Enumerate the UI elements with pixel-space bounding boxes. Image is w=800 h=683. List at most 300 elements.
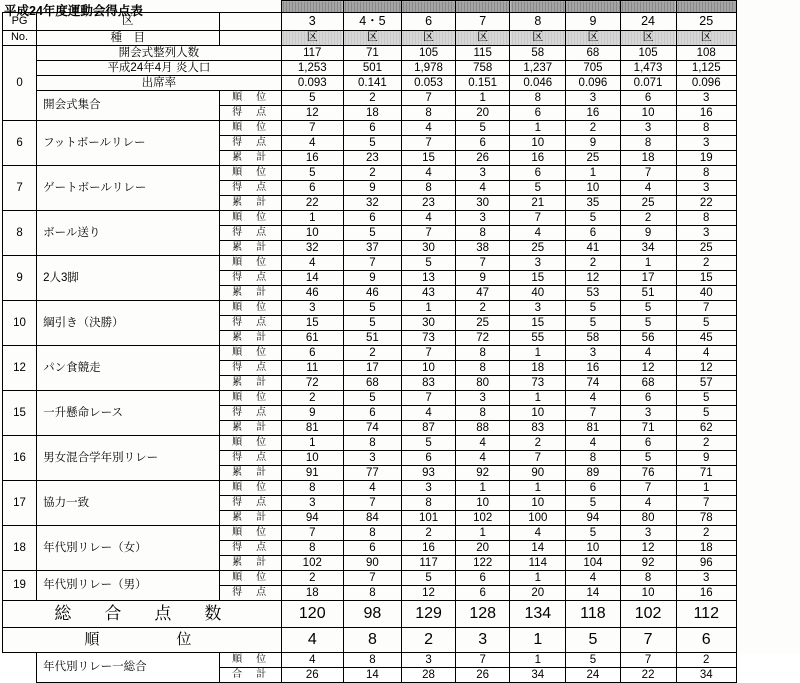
cell: 3 xyxy=(620,406,676,421)
cell: 1 xyxy=(456,91,510,106)
cell: 5 xyxy=(566,628,620,653)
cell: 6 xyxy=(456,136,510,151)
cell: 3 xyxy=(510,301,566,316)
cell: 5 xyxy=(620,316,676,331)
cell: 6 xyxy=(343,406,401,421)
cell: 57 xyxy=(676,376,736,391)
row-kind-label: 累 計 xyxy=(219,286,281,301)
row-kind-label: 順 位 xyxy=(219,256,281,271)
cell: 83 xyxy=(510,421,566,436)
cell: 34 xyxy=(510,668,566,683)
cell: 10 xyxy=(510,136,566,151)
cell: 11 xyxy=(281,361,343,376)
cell: 15 xyxy=(281,316,343,331)
cell: 6 xyxy=(510,106,566,121)
cell: 6 xyxy=(510,166,566,181)
pg-number-17: 17 xyxy=(3,481,37,526)
cell: 4 xyxy=(510,526,566,541)
cell: 3 xyxy=(401,481,455,496)
cell: 16 xyxy=(676,586,736,601)
cell: 8 xyxy=(620,136,676,151)
cell: 501 xyxy=(343,61,401,76)
cell: 20 xyxy=(456,541,510,556)
cell: 58 xyxy=(566,331,620,346)
cell: 30 xyxy=(401,316,455,331)
cell: 5 xyxy=(566,211,620,226)
cell: 3 xyxy=(281,301,343,316)
pg-number-6: 6 xyxy=(3,121,37,166)
cell: 62 xyxy=(676,421,736,436)
cell: 56 xyxy=(620,331,676,346)
noise-cell xyxy=(620,1,676,13)
cell: 77 xyxy=(343,466,401,481)
cell: 1 xyxy=(456,526,510,541)
cell: 3 xyxy=(620,121,676,136)
cell: 94 xyxy=(281,511,343,526)
cell: 117 xyxy=(401,556,455,571)
cell: 46 xyxy=(281,286,343,301)
cell: 68 xyxy=(566,46,620,61)
cell: 3 xyxy=(676,181,736,196)
cell: 5 xyxy=(401,571,455,586)
cell: 5 xyxy=(676,406,736,421)
cell: 23 xyxy=(401,196,455,211)
row-kind-label: 得 点 xyxy=(219,541,281,556)
cell: 32 xyxy=(281,241,343,256)
cell: 758 xyxy=(456,61,510,76)
row-kind-label: 累 計 xyxy=(219,151,281,166)
district-number-header-row xyxy=(3,13,797,31)
cell: 6 xyxy=(343,541,401,556)
cell: 3 xyxy=(456,628,510,653)
cell: 81 xyxy=(281,421,343,436)
cell: 22 xyxy=(620,668,676,683)
district-number-25: 25 xyxy=(676,13,736,31)
noise-cell xyxy=(676,1,736,13)
header-item: 種 目 xyxy=(37,31,219,46)
cell: 10 xyxy=(566,541,620,556)
cell: 8 xyxy=(281,481,343,496)
intro-label-1: 平成24年4月 炎人口 xyxy=(37,61,282,76)
cell: 7 xyxy=(566,406,620,421)
cell: 105 xyxy=(620,46,676,61)
event-row xyxy=(3,166,797,181)
row-kind-label: 累 計 xyxy=(219,556,281,571)
cell: 6 xyxy=(620,436,676,451)
event-name-15: 一升懸命レース xyxy=(37,391,219,436)
cell: 15 xyxy=(401,151,455,166)
cell: 5 xyxy=(456,121,510,136)
row-kind-label: 順 位 xyxy=(219,526,281,541)
cell: 47 xyxy=(456,286,510,301)
cell: 51 xyxy=(343,331,401,346)
cell: 15 xyxy=(676,271,736,286)
district-number-9: 9 xyxy=(566,13,620,31)
cell: 7 xyxy=(620,481,676,496)
cell: 55 xyxy=(510,331,566,346)
cell: 2 xyxy=(566,121,620,136)
cell: 17 xyxy=(343,361,401,376)
cell: 6 xyxy=(281,346,343,361)
cell: 8 xyxy=(401,181,455,196)
cell: 68 xyxy=(343,376,401,391)
intro-row-population xyxy=(3,61,797,76)
overall-rank-row xyxy=(3,628,797,653)
cell: 53 xyxy=(566,286,620,301)
cell: 37 xyxy=(343,241,401,256)
cell: 0.096 xyxy=(676,76,736,91)
cell: 8 xyxy=(343,436,401,451)
cell: 7 xyxy=(456,256,510,271)
cell: 102 xyxy=(456,511,510,526)
header-pg: PG xyxy=(3,13,37,31)
cell: 5 xyxy=(343,391,401,406)
score-table xyxy=(2,0,797,683)
cell: 14 xyxy=(566,586,620,601)
cell: 9 xyxy=(620,226,676,241)
row-kind-label: 累 計 xyxy=(219,331,281,346)
row-kind-label: 得 点 xyxy=(219,181,281,196)
cell: 92 xyxy=(456,466,510,481)
cell: 14 xyxy=(343,668,401,683)
cell: 7 xyxy=(401,91,455,106)
cell: 22 xyxy=(676,196,736,211)
cell: 7 xyxy=(456,653,510,668)
cell: 0.093 xyxy=(281,76,343,91)
cell: 4 xyxy=(281,653,343,668)
cell: 5 xyxy=(281,91,343,106)
cell: 7 xyxy=(343,256,401,271)
event-name-10: 綱引き（決勝） xyxy=(37,301,219,346)
cell: 1 xyxy=(510,121,566,136)
cell: 1,125 xyxy=(676,61,736,76)
cell: 18 xyxy=(510,361,566,376)
cell: 3 xyxy=(620,526,676,541)
ku-label-25: 区 xyxy=(676,31,736,46)
cell: 7 xyxy=(401,226,455,241)
event-name-18: 年代別リレー（女） xyxy=(37,526,219,571)
cell: 18 xyxy=(281,586,343,601)
cell: 2 xyxy=(620,211,676,226)
pg-number-10: 10 xyxy=(3,301,37,346)
cell: 12 xyxy=(620,361,676,376)
cell: 0.053 xyxy=(401,76,455,91)
cell: 90 xyxy=(343,556,401,571)
cell: 25 xyxy=(510,241,566,256)
cell: 5 xyxy=(566,653,620,668)
cell: 9 xyxy=(676,451,736,466)
overall-rank-label: 順 位 xyxy=(3,628,282,653)
event-name-19: 年代別リレー（男） xyxy=(37,571,219,601)
cell: 17 xyxy=(620,271,676,286)
event-name-7: ゲートボールリレー xyxy=(37,166,219,211)
row-kind-label: 順 位 xyxy=(219,346,281,361)
cell: 58 xyxy=(510,46,566,61)
cell: 7 xyxy=(401,391,455,406)
cell: 5 xyxy=(676,391,736,406)
cell: 18 xyxy=(343,106,401,121)
cell: 7 xyxy=(281,526,343,541)
footer-name: 年代別リレー一総合 xyxy=(37,653,219,683)
cell: 7 xyxy=(620,628,676,653)
cell: 8 xyxy=(510,91,566,106)
cell: 10 xyxy=(510,406,566,421)
cell: 8 xyxy=(343,628,401,653)
cell: 5 xyxy=(510,181,566,196)
header-blank xyxy=(219,13,281,31)
cell: 24 xyxy=(566,668,620,683)
cell: 26 xyxy=(456,151,510,166)
cell: 4 xyxy=(566,436,620,451)
cell: 7 xyxy=(343,496,401,511)
row-kind-label: 順 位 xyxy=(219,436,281,451)
district-number-24: 24 xyxy=(620,13,676,31)
cell: 10 xyxy=(566,181,620,196)
cell: 9 xyxy=(343,271,401,286)
cell: 3 xyxy=(676,226,736,241)
event-name-9: 2人3脚 xyxy=(37,256,219,301)
cell: 4 xyxy=(676,346,736,361)
cell: 96 xyxy=(676,556,736,571)
cell: 5 xyxy=(566,496,620,511)
cell: 2 xyxy=(676,526,736,541)
cell: 1 xyxy=(401,301,455,316)
noise-cell xyxy=(401,1,455,13)
cell: 8 xyxy=(456,346,510,361)
intro-label-0: 開会式整列人数 xyxy=(37,46,282,61)
cell: 4 xyxy=(620,496,676,511)
cell: 71 xyxy=(343,46,401,61)
cell: 105 xyxy=(401,46,455,61)
cell: 43 xyxy=(401,286,455,301)
cell: 18 xyxy=(676,541,736,556)
cell: 4 xyxy=(566,571,620,586)
cell: 4 xyxy=(510,226,566,241)
cell: 71 xyxy=(620,421,676,436)
cell: 16 xyxy=(566,361,620,376)
cell: 92 xyxy=(620,556,676,571)
event-row xyxy=(3,301,797,316)
cell: 89 xyxy=(566,466,620,481)
cell: 705 xyxy=(566,61,620,76)
cell: 117 xyxy=(281,46,343,61)
district-number-3: 3 xyxy=(281,13,343,31)
cell: 4 xyxy=(620,181,676,196)
cell: 5 xyxy=(343,301,401,316)
district-number-7: 7 xyxy=(456,13,510,31)
cell: 3 xyxy=(566,346,620,361)
cell: 8 xyxy=(343,653,401,668)
cell: 6 xyxy=(343,211,401,226)
cell: 1 xyxy=(510,628,566,653)
page-title: 平成24年度運動会得点表 xyxy=(4,4,143,18)
cell: 4 xyxy=(456,436,510,451)
footer-row xyxy=(3,653,797,668)
cell: 2 xyxy=(676,436,736,451)
cell: 7 xyxy=(620,653,676,668)
noise-cell xyxy=(566,1,620,13)
pg-number-15: 15 xyxy=(3,391,37,436)
cell: 1 xyxy=(510,571,566,586)
cell: 0.071 xyxy=(620,76,676,91)
cell: 2 xyxy=(676,256,736,271)
row-kind-label: 得 点 xyxy=(219,271,281,286)
row-kind-label: 順 位 xyxy=(219,481,281,496)
cell: 71 xyxy=(676,466,736,481)
cell: 112 xyxy=(676,601,736,628)
cell: 9 xyxy=(343,181,401,196)
pg-number-18: 18 xyxy=(3,526,37,571)
cell: 1 xyxy=(281,211,343,226)
cell: 35 xyxy=(566,196,620,211)
cell: 72 xyxy=(281,376,343,391)
header-blank-2 xyxy=(219,31,281,46)
intro-row-attendance-count xyxy=(3,46,797,61)
event-row xyxy=(3,91,797,106)
cell: 9 xyxy=(281,406,343,421)
cell: 102 xyxy=(281,556,343,571)
ku-label-24: 区 xyxy=(620,31,676,46)
cell: 10 xyxy=(620,106,676,121)
cell: 4 xyxy=(401,211,455,226)
event-row xyxy=(3,256,797,271)
cell: 7 xyxy=(620,166,676,181)
cell: 8 xyxy=(620,571,676,586)
cell: 8 xyxy=(456,361,510,376)
cell: 115 xyxy=(456,46,510,61)
cell: 28 xyxy=(401,668,455,683)
cell: 84 xyxy=(343,511,401,526)
district-number-8: 8 xyxy=(510,13,566,31)
cell: 4 xyxy=(620,346,676,361)
cell: 5 xyxy=(620,451,676,466)
cell: 100 xyxy=(510,511,566,526)
cell: 3 xyxy=(510,256,566,271)
cell: 20 xyxy=(510,586,566,601)
cell: 16 xyxy=(510,151,566,166)
cell: 10 xyxy=(401,361,455,376)
cell: 68 xyxy=(620,376,676,391)
cell: 22 xyxy=(281,196,343,211)
cell: 8 xyxy=(281,541,343,556)
cell: 10 xyxy=(510,496,566,511)
cell: 74 xyxy=(343,421,401,436)
cell: 0.046 xyxy=(510,76,566,91)
cell: 1 xyxy=(510,391,566,406)
cell: 6 xyxy=(456,586,510,601)
cell: 6 xyxy=(620,91,676,106)
cell: 4 xyxy=(566,391,620,406)
pg-number-8: 8 xyxy=(3,211,37,256)
cell: 1,253 xyxy=(281,61,343,76)
cell: 5 xyxy=(281,166,343,181)
cell: 10 xyxy=(281,451,343,466)
cell: 12 xyxy=(620,541,676,556)
cell: 120 xyxy=(281,601,343,628)
cell: 76 xyxy=(620,466,676,481)
noise-cell xyxy=(343,1,401,13)
cell: 7 xyxy=(676,301,736,316)
cell: 9 xyxy=(566,136,620,151)
cell: 2 xyxy=(456,301,510,316)
cell: 25 xyxy=(620,196,676,211)
row-kind-label: 得 点 xyxy=(219,586,281,601)
row-kind-label: 累 計 xyxy=(219,196,281,211)
cell: 13 xyxy=(401,271,455,286)
cell: 8 xyxy=(566,451,620,466)
pg-number-9: 9 xyxy=(3,256,37,301)
footer-spacer xyxy=(3,653,37,683)
row-kind-label: 順 位 xyxy=(219,571,281,586)
cell: 88 xyxy=(456,421,510,436)
cell: 3 xyxy=(456,211,510,226)
row-kind-label: 累 計 xyxy=(219,466,281,481)
cell: 2 xyxy=(401,628,455,653)
event-name-0: 開会式集合 xyxy=(37,91,219,121)
header-no: No. xyxy=(3,31,37,46)
event-row xyxy=(3,436,797,451)
event-row xyxy=(3,571,797,586)
cell: 7 xyxy=(401,346,455,361)
header-ku-top: 区 xyxy=(37,13,219,31)
cell: 134 xyxy=(510,601,566,628)
pg-number-12: 12 xyxy=(3,346,37,391)
cell: 6 xyxy=(566,226,620,241)
district-number-45: 4・5 xyxy=(343,13,401,31)
cell: 34 xyxy=(676,668,736,683)
ku-label-45: 区 xyxy=(343,31,401,46)
event-name-16: 男女混合学年別リレー xyxy=(37,436,219,481)
cell: 129 xyxy=(401,601,455,628)
cell: 4 xyxy=(456,451,510,466)
cell: 7 xyxy=(401,136,455,151)
event-name-6: フットボールリレー xyxy=(37,121,219,166)
cell: 34 xyxy=(620,241,676,256)
cell: 30 xyxy=(456,196,510,211)
intro-row-attendance-rate xyxy=(3,76,797,91)
event-row xyxy=(3,526,797,541)
cell: 90 xyxy=(510,466,566,481)
cell: 40 xyxy=(510,286,566,301)
cell: 7 xyxy=(343,571,401,586)
cell: 25 xyxy=(676,241,736,256)
cell: 41 xyxy=(566,241,620,256)
cell: 108 xyxy=(676,46,736,61)
cell: 8 xyxy=(343,526,401,541)
cell: 2 xyxy=(343,166,401,181)
cell: 2 xyxy=(676,653,736,668)
cell: 87 xyxy=(401,421,455,436)
row-kind-label: 得 点 xyxy=(219,226,281,241)
cell: 5 xyxy=(566,301,620,316)
cell: 3 xyxy=(456,391,510,406)
cell: 83 xyxy=(401,376,455,391)
row-kind-label: 順 位 xyxy=(219,391,281,406)
cell: 1 xyxy=(566,166,620,181)
cell: 80 xyxy=(456,376,510,391)
cell: 38 xyxy=(456,241,510,256)
cell: 73 xyxy=(401,331,455,346)
district-number-6: 6 xyxy=(401,13,455,31)
total-points-label: 総 合 点 数 xyxy=(3,601,282,628)
cell: 4 xyxy=(401,406,455,421)
cell: 12 xyxy=(566,271,620,286)
cell: 19 xyxy=(676,151,736,166)
row-kind-label: 累 計 xyxy=(219,511,281,526)
pg-number-7: 7 xyxy=(3,166,37,211)
cell: 15 xyxy=(510,316,566,331)
cell: 26 xyxy=(456,668,510,683)
